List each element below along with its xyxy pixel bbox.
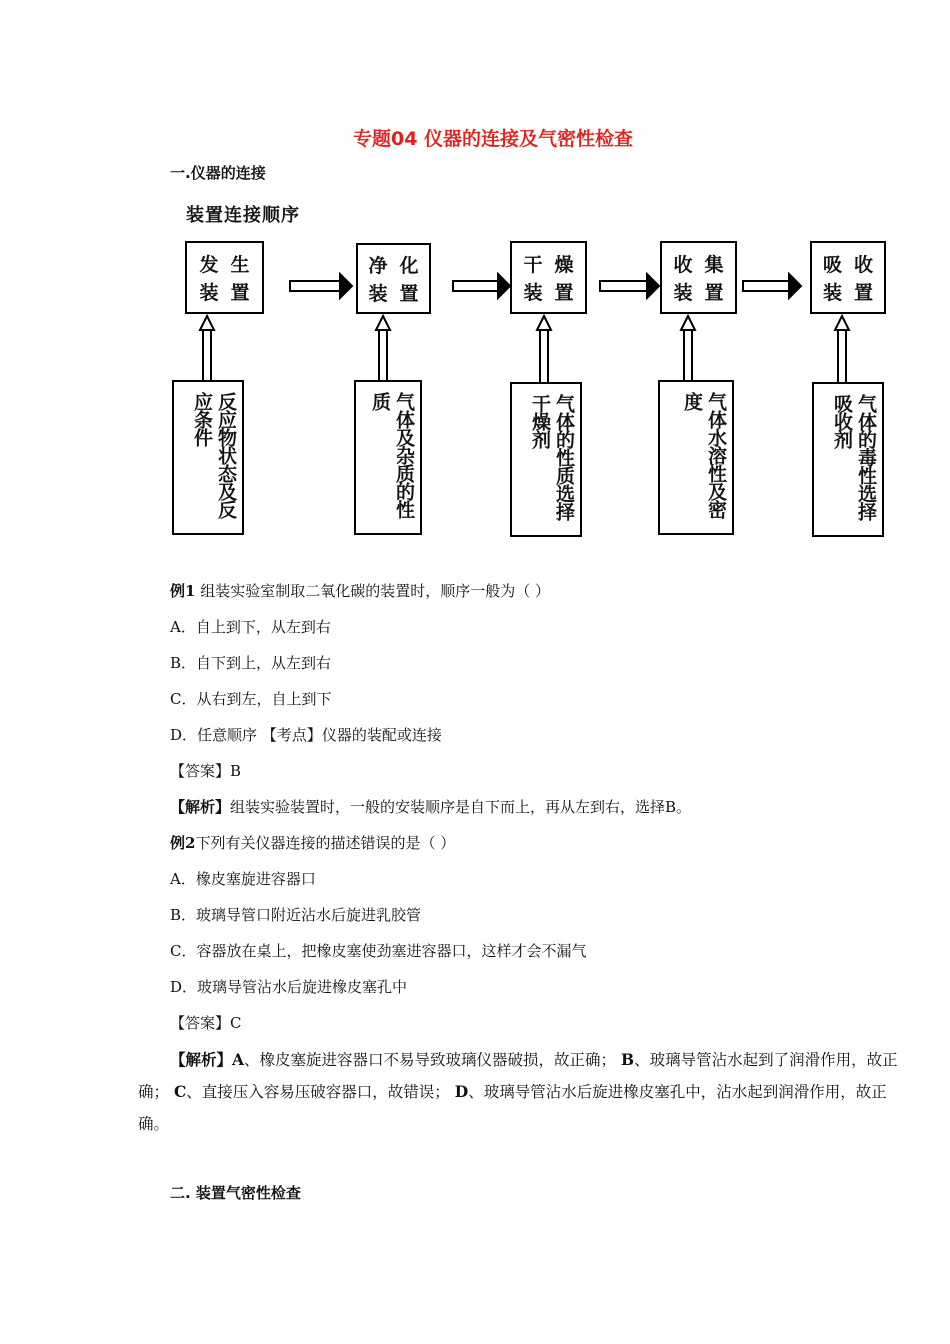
example1-analysis: 【解析】组装实验装置时，一般的安装顺序是自下而上，再从左到右，选择B。 [170,798,692,816]
example1-option-b: B．自下到上，从左到右 [170,654,332,672]
box-gas-impurity: 气体及杂质的性质 [354,380,422,535]
example1-option-c: C．从右到左，自上到下 [170,690,332,708]
example2-answer: 【答案】C [170,1014,242,1032]
example1-option-d: D．任意顺序 【考点】仪器的装配或连接 [170,726,442,744]
box-purification: 净化 装置 [356,243,431,314]
example2-option-c: C．容器放在桌上，把橡皮塞使劲塞进容器口，这样才会不漏气 [170,942,587,960]
arrow-up-1 [200,316,214,380]
box-drying: 干燥 装置 [510,241,587,314]
example2-option-d: D．玻璃导管沾水后旋进橡皮塞孔中 [170,978,408,996]
box-reactant-state: 反应物状态及反应条件 [172,380,244,535]
box-solubility-density: 气体水溶性及密度 [658,380,734,535]
example2-question: 例2下列有关仪器连接的描述错误的是（ ） [170,834,456,852]
section-heading-1: 一.仪器的连接 [170,164,266,182]
box-generation: 发生 装置 [185,241,264,314]
box-collection: 收集 装置 [660,241,737,314]
arrow-right-4 [743,274,801,298]
example2-option-a: A．橡皮塞旋进容器口 [170,870,316,888]
diagram-arrows [0,0,950,560]
arrow-right-2 [453,274,510,298]
page-title: 专题04 仪器的连接及气密性检查 [352,128,634,150]
diagram-title: 装置连接顺序 [186,205,300,226]
arrow-up-2 [376,316,390,380]
arrow-up-4 [681,316,695,380]
example2-analysis: 【解析】A、橡皮塞旋进容器口不易导致玻璃仪器破损，故正确； B、玻璃导管沾水起到了润滑作用，故正确； C、直接压入容易压破容器口，故错误； D、玻璃导管沾水后旋进橡皮塞孔中，沾水起到润滑作用，故正确。 [138,1050,898,1133]
example1-answer: 【答案】B [170,762,242,780]
box-desiccant: 气体的性质选择干燥剂 [510,382,582,537]
box-absorbent: 气体的毒性选择吸收剂 [812,382,884,537]
example1-option-a: A．自上到下，从左到右 [170,618,331,636]
arrow-right-1 [290,274,352,298]
arrow-right-3 [600,274,659,298]
box-absorption: 吸收 装置 [810,241,886,314]
arrow-up-3 [537,316,551,382]
example2-option-b: B．玻璃导管口附近沾水后旋进乳胶管 [170,906,422,924]
section-heading-2: 二. 装置气密性检查 [170,1184,301,1202]
example1-question: 例1 组装实验室制取二氧化碳的装置时，顺序一般为（ ） [170,582,550,600]
arrow-up-5 [835,316,849,382]
